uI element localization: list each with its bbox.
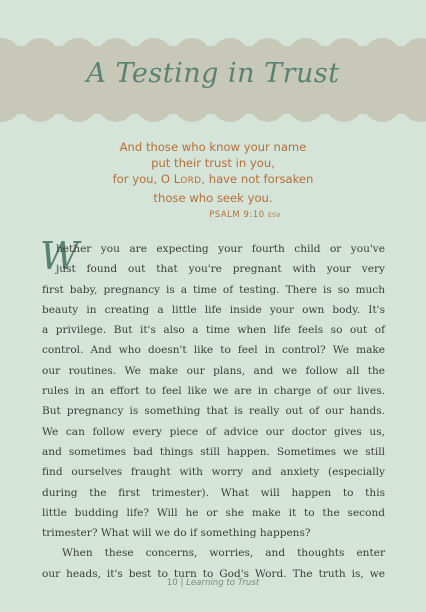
p1-line: during the first trimester). What will happen to this: [42, 486, 385, 499]
verse-line-3-start: for you, O: [112, 172, 174, 187]
verse-line-2: put their trust in you,: [151, 156, 275, 171]
paragraph-1: [42, 239, 385, 543]
verse-citation: PSALM 9:10: [209, 208, 265, 219]
verse-line-4: those who seek you.: [153, 190, 273, 205]
p1-line: control. And who doesn't like to feel in control? We make: [42, 344, 385, 357]
lord-small-caps: ORD: [180, 176, 202, 187]
p1-line: rules in an effort to feel like we are in charge of our lives.: [42, 385, 385, 398]
p1-line: find ourselves fraught with worry and anxiety (especially: [42, 466, 385, 479]
p2-line: our heads, it's best to turn to God's Word. The truth is, we: [42, 567, 385, 580]
p1-line: hether you are expecting your fourth child or you've: [56, 243, 385, 255]
bible-version: ESV: [267, 211, 281, 219]
p1-line: beauty in creating a little life inside your own body. It's: [42, 303, 385, 316]
drop-cap: W: [40, 234, 80, 278]
p1-line: our routines. We make our plans, and we follow all the: [42, 364, 385, 377]
p1-line: trimester? What will we do if something happens?: [42, 527, 311, 540]
p1-line: first baby, pregnancy is a time of testing. There is so much: [42, 283, 385, 296]
verse-line-1: And those who know your name: [119, 140, 307, 154]
section-title: Learning to Trust: [186, 578, 260, 588]
lord-initial: L: [173, 172, 181, 187]
p1-line: We can follow every piece of advice our doctor gives us,: [42, 425, 385, 438]
banner-scallop-bottom: [173, 84, 211, 122]
verse-reference: [0, 206, 426, 224]
p1-line: But pregnancy is something that is really out of our hands.: [42, 405, 385, 418]
verse-line-3: [0, 171, 426, 189]
banner-scallop-bottom: [249, 84, 287, 122]
p2-line: When these concerns, worries, and thoughts enter: [62, 547, 385, 560]
banner-scallop-bottom: [211, 84, 249, 122]
chapter-title: A Testing in Trust: [86, 58, 340, 89]
p1-line: little budding life? Will he or she make it to the second: [42, 506, 385, 519]
page-number: 10: [166, 578, 178, 588]
banner-scallop-bottom: [363, 84, 401, 122]
verse-line-3-end: , have not forsaken: [201, 172, 314, 187]
p1-line: just found out that you're pregnant with your very: [56, 263, 385, 276]
p1-line: and sometimes bad things still happen. Sometimes we still: [42, 445, 385, 458]
footer-separator: |: [180, 578, 184, 588]
banner-scallop-bottom: [287, 84, 325, 122]
banner-scallop-bottom: [135, 84, 173, 122]
scripture-verse: [0, 139, 426, 224]
p1-line: a privilege. But it's also a time when life feels so out of: [42, 324, 385, 337]
banner-scallop-bottom: [21, 84, 59, 122]
banner-scallop-bottom: [325, 84, 363, 122]
banner-scallop-bottom: [97, 84, 135, 122]
body-text: [42, 239, 385, 584]
page-footer: [0, 578, 426, 588]
banner-scallop-bottom: [59, 84, 97, 122]
